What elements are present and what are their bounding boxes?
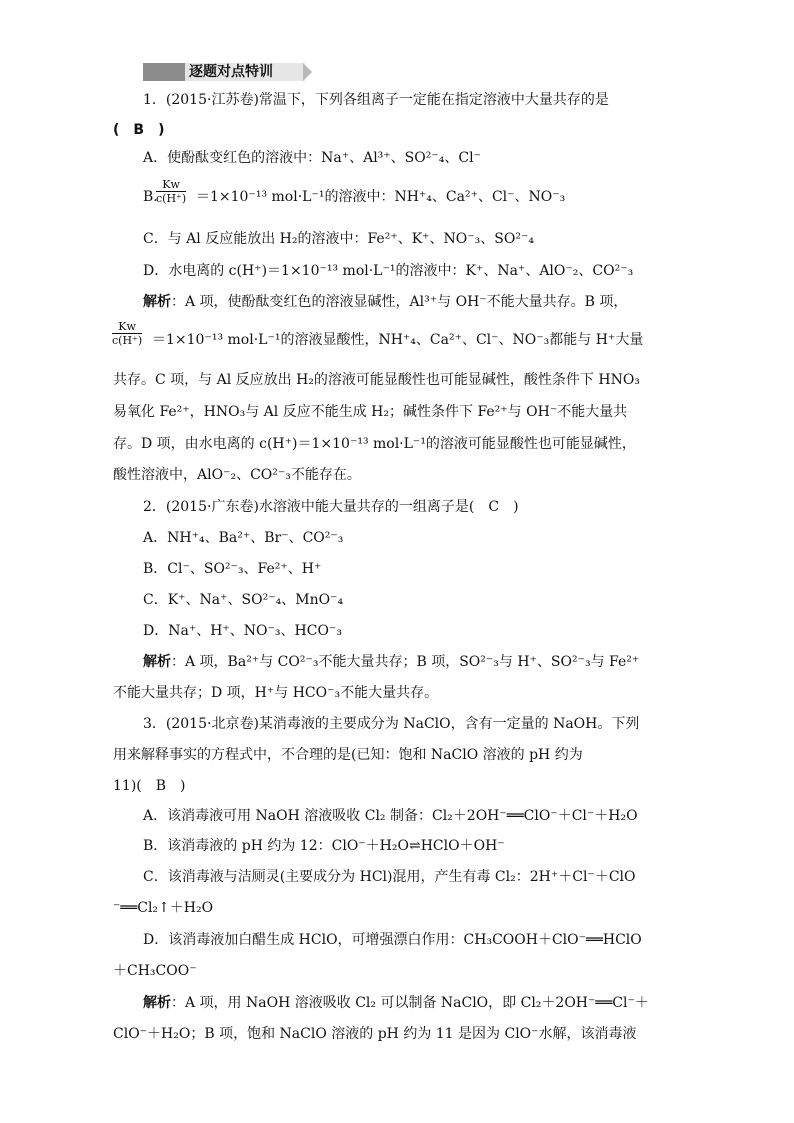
q2-option-a: A．NH⁺₄、Ba²⁺、Br⁻、CO²⁻₃ (143, 530, 344, 546)
analysis-label: 解析 (143, 294, 171, 310)
q3-stem-line-2: 用来解释事实的方程式中，不合理的是(已知：饱和 NaClO 溶液的 pH 约为 (113, 747, 583, 763)
q2-option-b: B．Cl⁻、SO²⁻₃、Fe²⁺、H⁺ (143, 561, 322, 577)
banner-bar (143, 63, 185, 81)
q3-option-b: B．该消毒液的 pH 约为 12：ClO⁻＋H₂O⇌HClO＋OH⁻ (143, 838, 505, 854)
q1-analysis-line-3: 共存。C 项，与 Al 反应放出 H₂的溶液可能显酸性也可能显碱性，酸性条件下 HNO₃ (113, 372, 640, 388)
q1-stem: 1．(2015·江苏卷)常温下，下列各组离子一定能在指定溶液中大量共存的是 (143, 92, 609, 108)
analysis-text: ：A 项，Ba²⁺与 CO²⁻₃不能大量共存；B 项，SO²⁻₃与 H⁺、SO²⁻₃与 Fe²⁺ (171, 654, 640, 670)
q1-analysis-line-2: ＝1×10⁻¹³ mol·L⁻¹的溶液显酸性，NH⁺₄、Ca²⁺、Cl⁻、NO⁻₃都能与 H⁺大量 (152, 332, 644, 348)
q2-analysis-line-1 (143, 652, 639, 672)
q3-option-c-line-2: ⁻══Cl₂↑＋H₂O (113, 900, 214, 916)
q1-analysis-fraction (112, 320, 142, 347)
q3-option-a: A．该消毒液可用 NaOH 溶液吸收 Cl₂ 制备：Cl₂＋2OH⁻══ClO⁻＋Cl⁻＋H₂O (143, 808, 638, 824)
q1-option-b-prefix: B. (143, 189, 158, 205)
q3-stem-line-1: 3．(2015·北京卷)某消毒液的主要成分为 NaClO，含有一定量的 NaOH。下列 (143, 716, 640, 732)
q1-analysis-line-5: 存。D 项，由水电离的 c(H⁺)＝1×10⁻¹³ mol·L⁻¹的溶液可能显酸性也可能显碱性， (113, 436, 636, 452)
q1-analysis-line-4: 易氧化 Fe²⁺，HNO₃与 Al 反应不能生成 H₂；碱性条件下 Fe²⁺与 OH⁻不能大量共 (113, 404, 628, 420)
q1-option-c: C．与 Al 反应能放出 H₂的溶液中：Fe²⁺、K⁺、NO⁻₃、SO²⁻₄ (143, 231, 534, 247)
analysis-label: 解析 (143, 995, 171, 1011)
fraction-numerator: Kw (112, 320, 142, 334)
fraction-denominator: c(H⁺) (112, 334, 143, 347)
q3-analysis-line-1 (143, 993, 649, 1013)
q1-option-b-fraction (156, 178, 186, 205)
q2-analysis-line-2: 不能大量共存；D 项，H⁺与 HCO⁻₃不能大量共存。 (113, 685, 439, 701)
q3-option-d-line-2: ＋CH₃COO⁻ (113, 963, 197, 979)
q1-option-d: D．水电离的 c(H⁺)＝1×10⁻¹³ mol·L⁻¹的溶液中：K⁺、Na⁺、AlO⁻₂、CO²⁻₃ (143, 263, 634, 279)
analysis-text: ：A 项，用 NaOH 溶液吸收 Cl₂ 可以制备 NaClO，即 Cl₂＋2OH⁻══Cl⁻＋ (171, 995, 649, 1011)
q3-option-d-line-1: D．该消毒液加白醋生成 HClO，可增强漂白作用：CH₃COOH＋ClO⁻══HClO (143, 932, 642, 948)
analysis-text: ：A 项，使酚酞变红色的溶液显碱性，Al³⁺与 OH⁻不能大量共存。B 项， (171, 294, 628, 310)
q1-answer: ( B ) (113, 122, 165, 138)
fraction-numerator: Kw (156, 178, 186, 192)
q3-stem-line-3: 11)( B ) (113, 778, 186, 794)
q1-analysis-line-1 (143, 292, 627, 312)
q1-option-a: A．使酚酞变红色的溶液中：Na⁺、Al³⁺、SO²⁻₄、Cl⁻ (143, 150, 481, 166)
q1-analysis-line-6: 酸性溶液中，AlO⁻₂、CO²⁻₃不能存在。 (113, 467, 361, 483)
section-banner (143, 63, 308, 81)
q2-option-d: D．Na⁺、H⁺、NO⁻₃、HCO⁻₃ (143, 623, 342, 639)
banner-title: 逐题对点特训 (185, 63, 305, 81)
q3-analysis-line-2: ClO⁻＋H₂O；B 项，饱和 NaClO 溶液的 pH 约为 11 是因为 ClO⁻水解，该消毒液 (113, 1026, 637, 1042)
q2-stem: 2．(2015·广东卷)水溶液中能大量共存的一组离子是( C ) (143, 499, 519, 515)
analysis-label: 解析 (143, 654, 171, 670)
q1-option-b: ＝1×10⁻¹³ mol·L⁻¹的溶液中：NH⁺₄、Ca²⁺、Cl⁻、NO⁻₃ (196, 189, 566, 205)
q2-option-c: C．K⁺、Na⁺、SO²⁻₄、MnO⁻₄ (143, 592, 344, 608)
banner-arrow-icon (303, 63, 312, 81)
q3-option-c-line-1: C．该消毒液与洁厕灵(主要成分为 HCl)混用，产生有毒 Cl₂：2H⁺＋Cl⁻＋ClO (143, 869, 636, 885)
fraction-denominator: c(H⁺) (156, 192, 187, 205)
